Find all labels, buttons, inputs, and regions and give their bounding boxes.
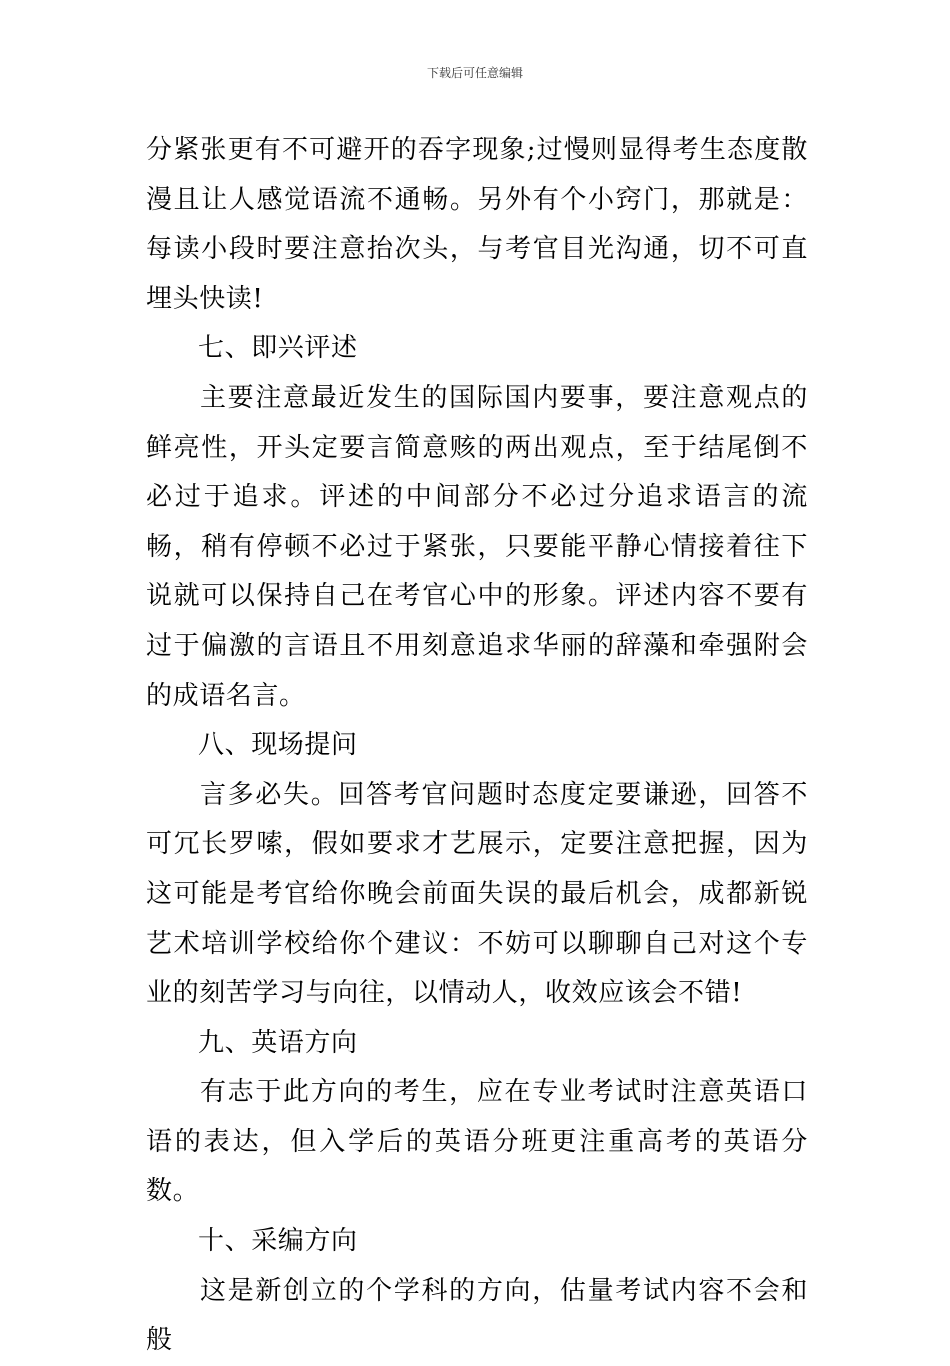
document-body bbox=[146, 126, 808, 1366]
section-heading-7: 七、即兴评述 bbox=[198, 333, 358, 364]
section-heading-10: 十、采编方向 bbox=[198, 1226, 358, 1257]
section-body-9: 有志于此方向的考生，应在专业考试时注意英语口语的表达，但入学后的英语分班更注重高考的英语分数。 bbox=[146, 1077, 808, 1207]
section-heading-9: 九、英语方向 bbox=[198, 1027, 358, 1058]
paragraph-continued: 分紧张更有不可避开的吞字现象;过慢则显得考生态度散漫且让人感觉语流不通畅。另外有个小窍门，那就是：每读小段时要注意抬次头，与考官目光沟通，切不可直埋头快读! bbox=[146, 135, 808, 314]
page-header: 下载后可任意编辑 bbox=[426, 66, 523, 80]
section-body-8: 言多必失。回答考官问题时态度定要谦逊，回答不可冗长罗嗦，假如要求才艺展示，定要注意把握，因为这可能是考官给你晚会前面失误的最后机会，成都新锐艺术培训学校给你个建议：不妨可以聊聊自己对这个专业的刻苦学习与向往，以情动人，收效应该会不错! bbox=[146, 779, 808, 1009]
section-body-10: 这是新创立的个学科的方向，估量考试内容不会和般 bbox=[146, 1275, 808, 1356]
section-heading-8: 八、现场提问 bbox=[198, 730, 358, 761]
section-body-7: 主要注意最近发生的国际国内要事，要注意观点的鲜亮性，开头定要言简意赅的两出观点，至于结尾倒不必过于追求。评述的中间部分不必过分追求语言的流畅，稍有停顿不必过于紧张，只要能平静心情接着往下说就可以保持自己在考官心中的形象。评述内容不要有过于偏激的言语且不用刻意追求华丽的辞藻和牵强附会的成语名言。 bbox=[146, 382, 808, 711]
